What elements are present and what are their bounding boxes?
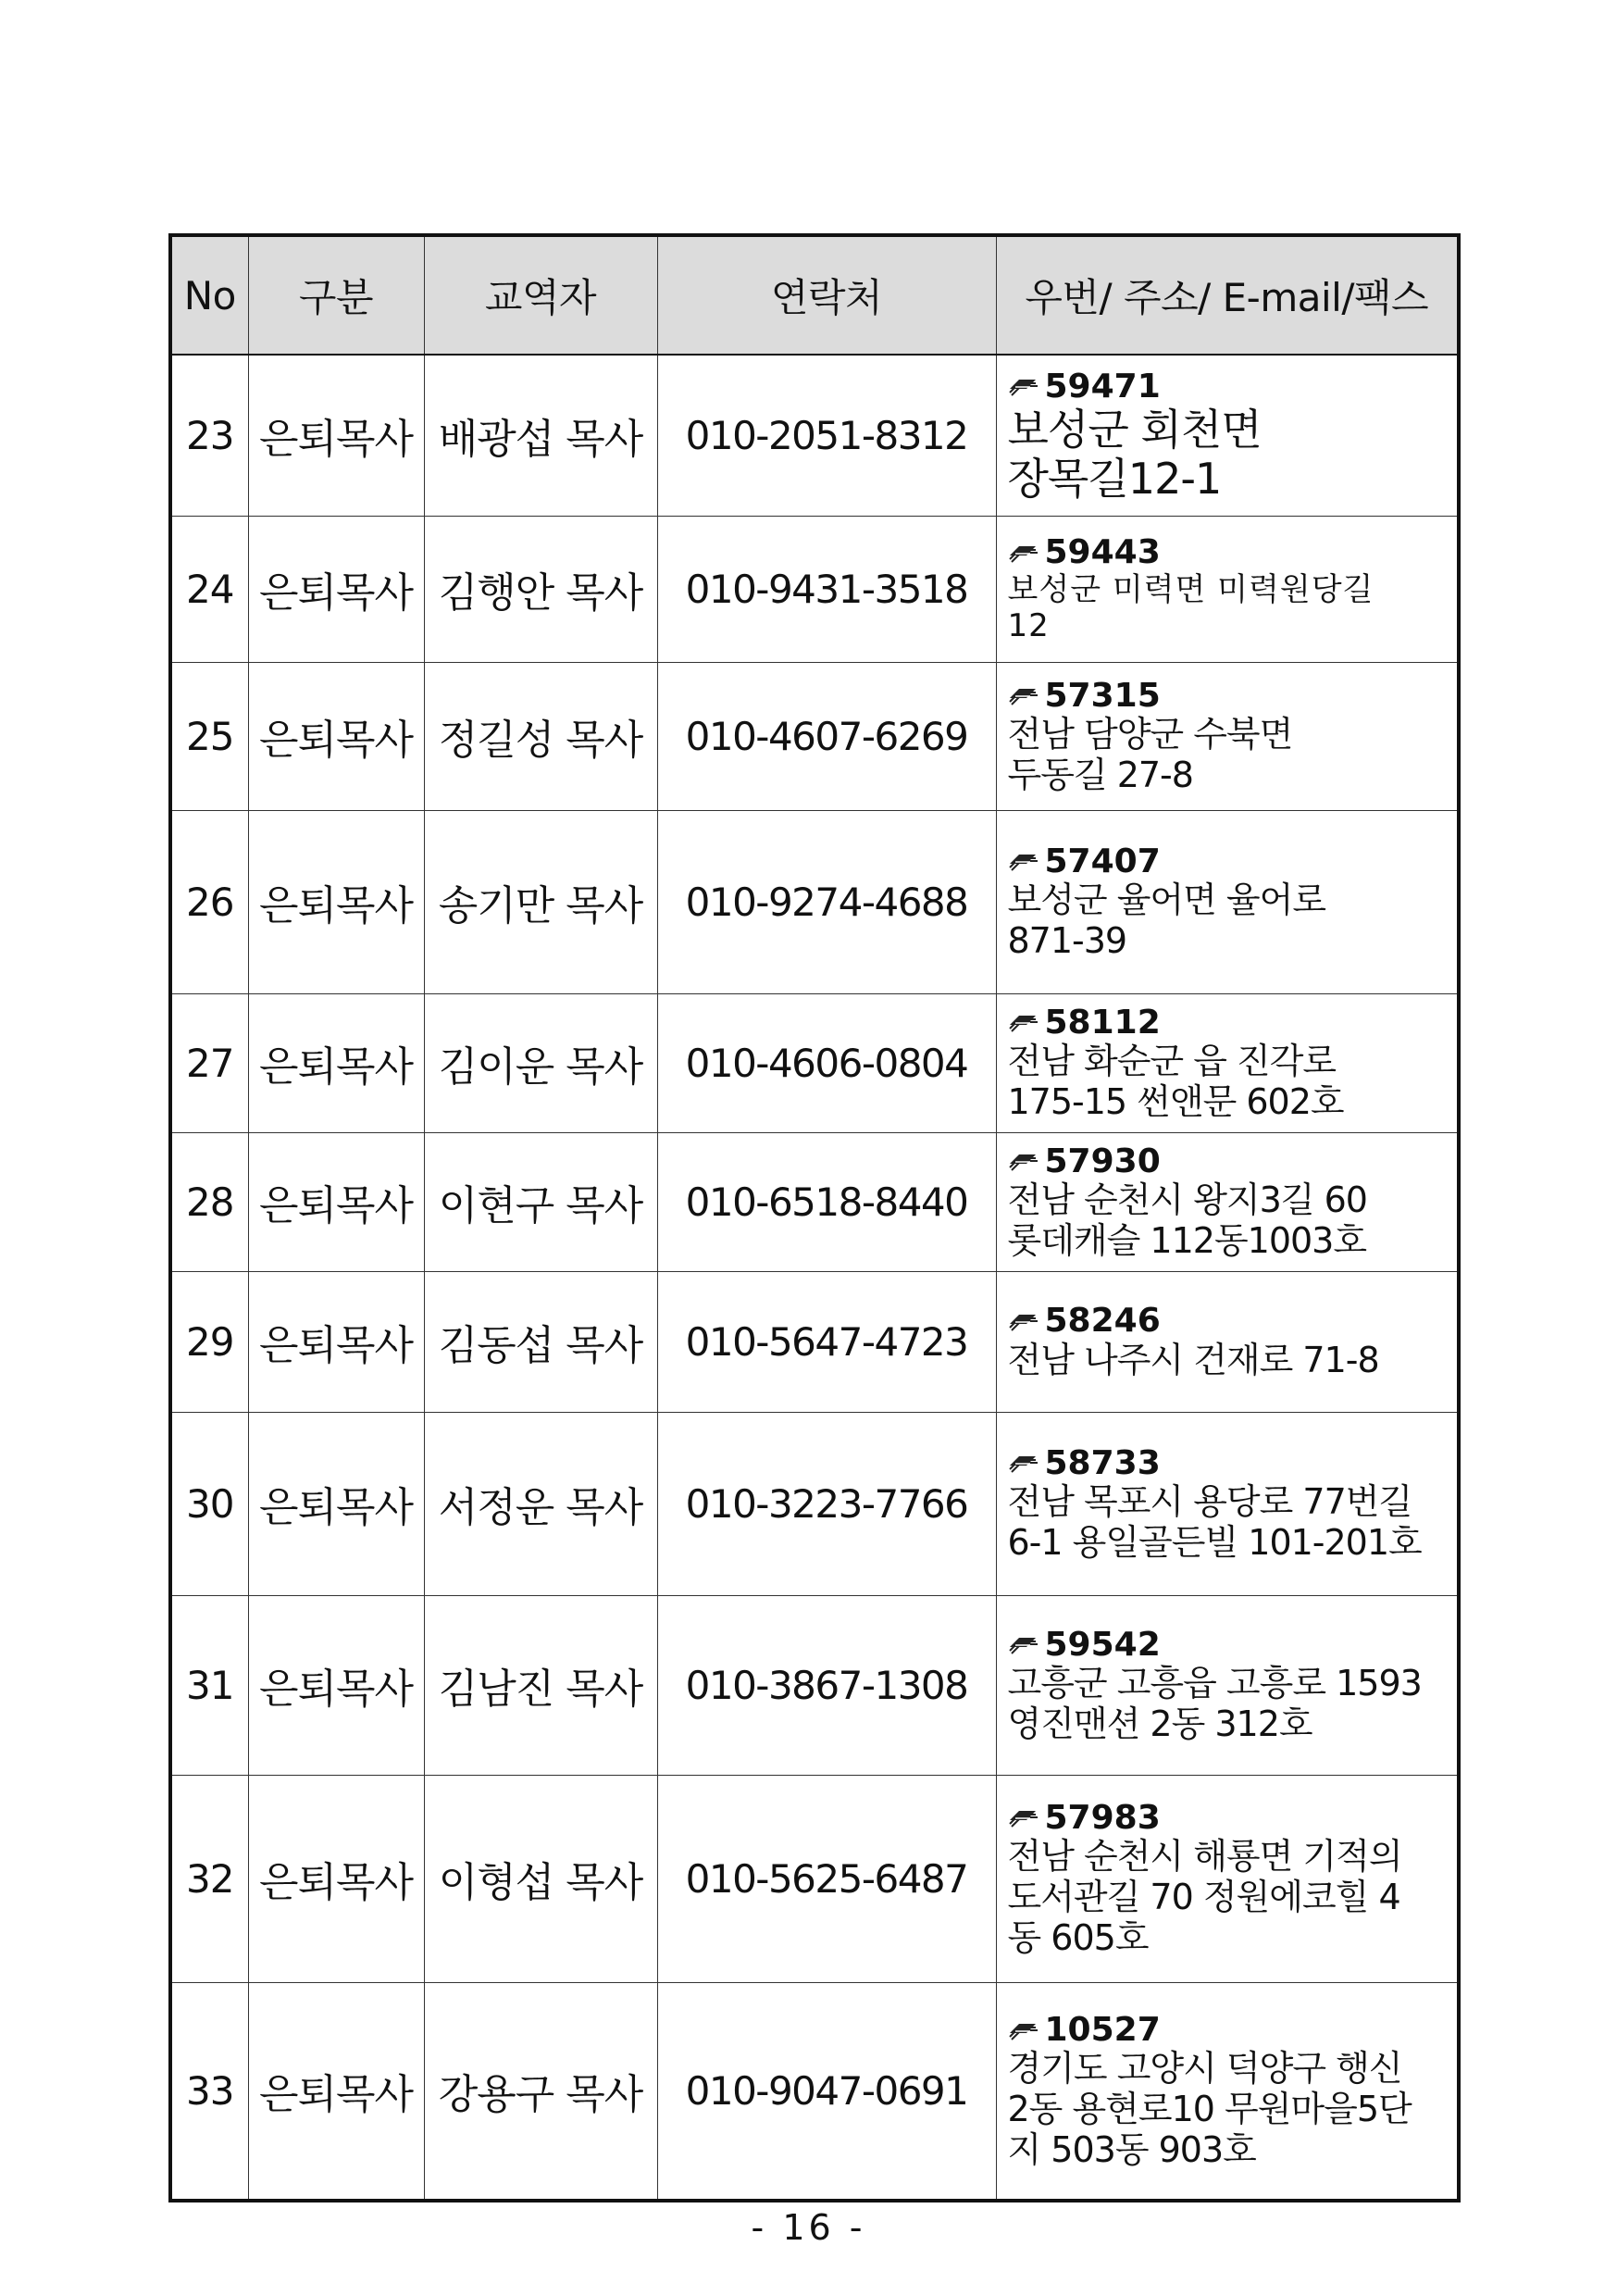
cell-category: 은퇴목사 <box>248 662 424 810</box>
cell-category: 은퇴목사 <box>248 1271 424 1412</box>
cell-address <box>996 1412 1459 1595</box>
table-body <box>170 355 1459 2201</box>
address-line: 전남 순천시 해룡면 기적의 <box>1007 1836 1402 1878</box>
cell-phone: 010-9274-4688 <box>657 810 996 993</box>
cell-address <box>996 993 1459 1132</box>
cell-phone: 010-3223-7766 <box>657 1412 996 1595</box>
zip-code: 58733 <box>1044 1443 1161 1482</box>
postal-mail-icon <box>1008 1311 1039 1331</box>
cell-phone: 010-9431-3518 <box>657 516 996 662</box>
zip-code: 10527 <box>1044 2011 1161 2050</box>
address-line: 지 503동 903호 <box>1007 2128 1256 2170</box>
address-line: 도서관길 70 정원에코힐 4 <box>1007 1876 1400 1917</box>
cell-no: 31 <box>170 1595 248 1775</box>
cell-address <box>996 810 1459 993</box>
zip-code: 57407 <box>1044 842 1161 880</box>
address-lines <box>1008 880 1452 961</box>
cell-phone: 010-5647-4723 <box>657 1271 996 1412</box>
zip-line <box>1008 2011 1452 2049</box>
address-line: 871-39 <box>1007 919 1127 961</box>
table-row <box>170 1412 1459 1595</box>
table-row <box>170 810 1459 993</box>
cell-category: 은퇴목사 <box>248 1412 424 1595</box>
cell-no: 32 <box>170 1775 248 1982</box>
cell-category: 은퇴목사 <box>248 355 424 516</box>
header-contact: 연락처 <box>657 235 996 355</box>
cell-no: 33 <box>170 1982 248 2201</box>
address-lines <box>1008 1341 1452 1381</box>
address-lines <box>1008 572 1452 644</box>
address-line: 전남 나주시 건재로 71-8 <box>1007 1339 1379 1380</box>
cell-address <box>996 1982 1459 2201</box>
address-line: 2동 용현로10 무원마을5단 <box>1007 2089 1412 2130</box>
header-minister: 교역자 <box>424 235 657 355</box>
cell-category: 은퇴목사 <box>248 516 424 662</box>
cell-address <box>996 516 1459 662</box>
cell-minister-name: 김행안 목사 <box>424 516 657 662</box>
cell-address <box>996 1595 1459 1775</box>
zip-line <box>1008 368 1452 406</box>
postal-mail-icon <box>1008 543 1039 563</box>
zip-line <box>1008 1626 1452 1664</box>
address-line: 전남 순천시 왕지3길 60 <box>1007 1179 1367 1220</box>
postal-mail-icon <box>1008 2020 1039 2040</box>
address-line: 장목길12-1 <box>1007 453 1222 504</box>
address-lines <box>1008 1664 1452 1744</box>
address-line: 롯데캐슬 112동1003호 <box>1007 1219 1367 1261</box>
cell-address <box>996 1775 1459 1982</box>
address-lines <box>1008 1180 1452 1261</box>
address-lines <box>1008 1042 1452 1122</box>
address-lines <box>1008 1837 1452 1958</box>
cell-minister-name: 서정운 목사 <box>424 1412 657 1595</box>
table-header-row <box>170 235 1459 355</box>
cell-minister-name: 김남진 목사 <box>424 1595 657 1775</box>
zip-line <box>1008 842 1452 880</box>
header-category: 구분 <box>248 235 424 355</box>
cell-phone: 010-4606-0804 <box>657 993 996 1132</box>
cell-phone: 010-9047-0691 <box>657 1982 996 2201</box>
address-line: 전남 화순군 읍 진각로 <box>1007 1041 1337 1081</box>
address-line: 보성군 회천면 <box>1007 405 1262 455</box>
cell-no: 29 <box>170 1271 248 1412</box>
zip-line <box>1008 533 1452 571</box>
minister-directory-table <box>168 233 1461 2202</box>
cell-no: 30 <box>170 1412 248 1595</box>
address-line: 두동길 27-8 <box>1007 754 1193 795</box>
zip-line <box>1008 1142 1452 1180</box>
cell-address <box>996 662 1459 810</box>
address-line: 전남 목포시 용당로 77번길 <box>1007 1481 1412 1522</box>
cell-minister-name: 김동섭 목사 <box>424 1271 657 1412</box>
cell-minister-name: 이현구 목사 <box>424 1132 657 1271</box>
zip-code: 57930 <box>1044 1142 1161 1180</box>
zip-code: 58246 <box>1044 1302 1161 1341</box>
header-address: 우번/ 주소/ E-mail/팩스 <box>996 235 1459 355</box>
table-row <box>170 516 1459 662</box>
table-row <box>170 1132 1459 1271</box>
cell-address <box>996 1271 1459 1412</box>
postal-mail-icon <box>1008 1151 1039 1171</box>
cell-phone: 010-3867-1308 <box>657 1595 996 1775</box>
table-row <box>170 1595 1459 1775</box>
address-line: 동 605호 <box>1007 1916 1149 1958</box>
page-number: - 16 - <box>751 2207 866 2248</box>
cell-no: 28 <box>170 1132 248 1271</box>
address-line: 보성군 미력면 미력원당길 <box>1007 570 1374 608</box>
zip-code: 57315 <box>1044 676 1161 715</box>
address-lines <box>1008 406 1452 504</box>
postal-mail-icon <box>1008 1453 1039 1473</box>
postal-mail-icon <box>1008 1634 1039 1654</box>
zip-code: 59471 <box>1044 367 1161 406</box>
cell-minister-name: 강용구 목사 <box>424 1982 657 2201</box>
header-no: No <box>170 235 248 355</box>
cell-category: 은퇴목사 <box>248 993 424 1132</box>
cell-minister-name: 송기만 목사 <box>424 810 657 993</box>
table-row <box>170 1271 1459 1412</box>
cell-category: 은퇴목사 <box>248 810 424 993</box>
zip-line <box>1008 1004 1452 1042</box>
zip-code: 57983 <box>1044 1798 1161 1837</box>
zip-line <box>1008 1799 1452 1837</box>
cell-category: 은퇴목사 <box>248 1132 424 1271</box>
cell-no: 25 <box>170 662 248 810</box>
cell-minister-name: 이형섭 목사 <box>424 1775 657 1982</box>
postal-mail-icon <box>1008 1012 1039 1032</box>
address-line: 고흥군 고흥읍 고흥로 1593 <box>1007 1663 1422 1703</box>
table-row <box>170 355 1459 516</box>
table-row <box>170 1982 1459 2201</box>
cell-minister-name: 정길성 목사 <box>424 662 657 810</box>
address-line: 6-1 용일골든빌 101-201호 <box>1007 1521 1422 1563</box>
cell-phone: 010-2051-8312 <box>657 355 996 516</box>
zip-line <box>1008 677 1452 715</box>
cell-phone: 010-4607-6269 <box>657 662 996 810</box>
cell-category: 은퇴목사 <box>248 1775 424 1982</box>
address-lines <box>1008 715 1452 795</box>
cell-address <box>996 1132 1459 1271</box>
cell-no: 27 <box>170 993 248 1132</box>
address-line: 전남 담양군 수북면 <box>1007 714 1293 755</box>
address-line: 12 <box>1007 606 1050 644</box>
postal-mail-icon <box>1008 685 1039 705</box>
cell-no: 26 <box>170 810 248 993</box>
cell-minister-name: 배광섭 목사 <box>424 355 657 516</box>
cell-no: 23 <box>170 355 248 516</box>
address-line: 175-15 썬앤문 602호 <box>1007 1080 1344 1122</box>
cell-phone: 010-6518-8440 <box>657 1132 996 1271</box>
cell-category: 은퇴목사 <box>248 1595 424 1775</box>
zip-code: 58112 <box>1044 1003 1161 1042</box>
address-lines <box>1008 1482 1452 1563</box>
cell-phone: 010-5625-6487 <box>657 1775 996 1982</box>
cell-no: 24 <box>170 516 248 662</box>
cell-category: 은퇴목사 <box>248 1982 424 2201</box>
cell-address <box>996 355 1459 516</box>
table-row <box>170 662 1459 810</box>
postal-mail-icon <box>1008 376 1039 396</box>
zip-line <box>1008 1444 1452 1482</box>
zip-line <box>1008 1302 1452 1340</box>
postal-mail-icon <box>1008 851 1039 871</box>
zip-code: 59443 <box>1044 533 1161 572</box>
zip-code: 59542 <box>1044 1625 1161 1664</box>
address-line: 경기도 고양시 덕양구 행신 <box>1007 2048 1402 2090</box>
address-lines <box>1008 2049 1452 2170</box>
table-row <box>170 993 1459 1132</box>
table-row <box>170 1775 1459 1982</box>
address-line: 보성군 율어면 율어로 <box>1007 880 1326 920</box>
postal-mail-icon <box>1008 1807 1039 1828</box>
cell-minister-name: 김이운 목사 <box>424 993 657 1132</box>
address-line: 영진맨션 2동 312호 <box>1007 1703 1312 1744</box>
